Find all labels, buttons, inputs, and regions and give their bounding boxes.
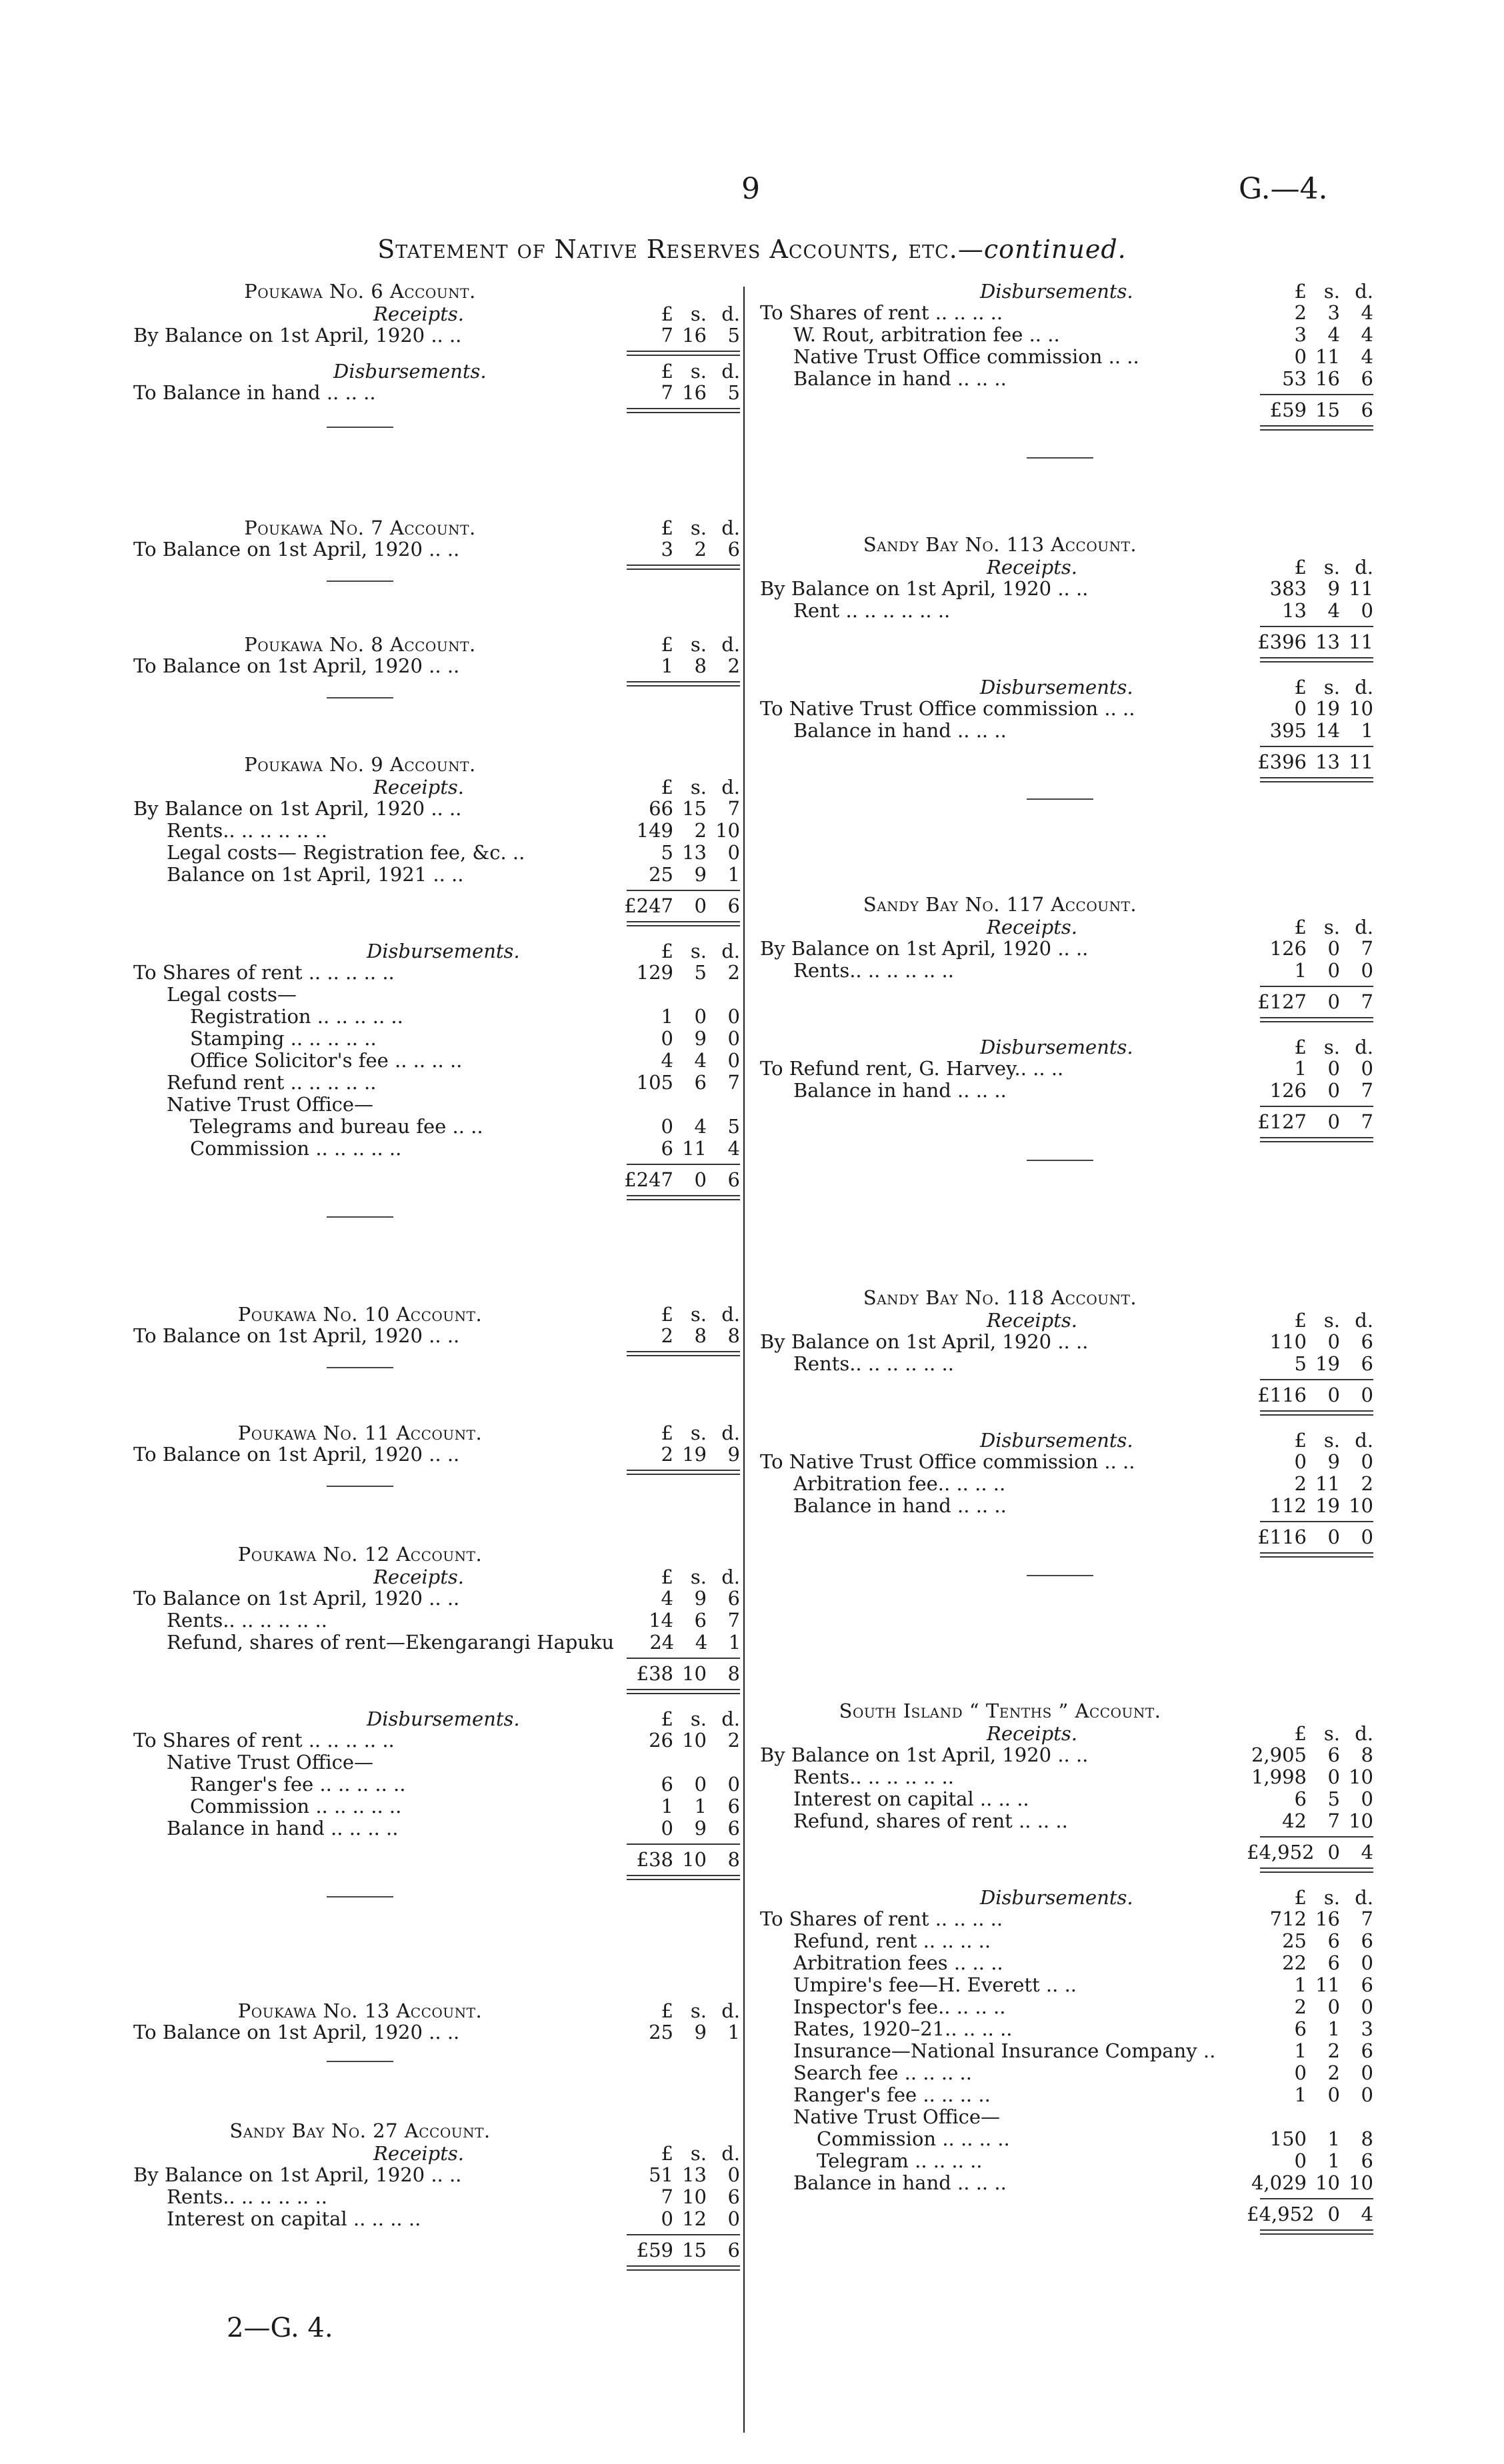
account-title: Sandy Bay No. 113 Account. (863, 533, 1137, 556)
column-divider (743, 287, 745, 2433)
account-title: Poukawa No. 13 Account. (237, 1999, 483, 2022)
receipts-heading: Receipts. (373, 1566, 464, 1588)
account-poukawa-6-continued: Disbursements. £ s. d. To Shares of rent .. .. .. .. 2 3 4 W. Rout, arbitration fee .. .. 3 4 4 Native Trust Office commission .. .. 0 11 4 Balance in hand .. .. .. 53 16 6 £59 15 6 (760, 280, 1373, 459)
separator (327, 1216, 393, 1218)
disbursements-heading: Disbursements. (980, 1429, 1133, 1452)
ledger-row: To Balance on 1st April, 1920 .. .. 1 8 2 (133, 654, 740, 677)
account-sandy-bay-113: Sandy Bay No. 113 Account. Receipts. £ s. d. By Balance on 1st April, 1920 .. .. 383 9 11 Rent .. .. .. .. .. .. 13 4 0 £396 13 11 Disbursements. £ s. d. To Native Trust Office commission .. .. 0 19 10 Balance in hand .. .. .. 395 14 1 £396 13 11 (760, 533, 1373, 800)
account-title: Sandy Bay No. 118 Account. (863, 1286, 1137, 1309)
separator (1027, 798, 1093, 800)
total-row: £247 0 6 (624, 1168, 740, 1191)
page-number: 9 (741, 172, 760, 206)
account-poukawa-8: Poukawa No. 8 Account. £ s. d. To Balance on 1st April, 1920 .. .. 1 8 2 (133, 633, 740, 698)
account-title: Poukawa No. 6 Account. (244, 280, 476, 303)
account-title: South Island “ Tenths ” Account. (839, 1700, 1161, 1722)
separator (1027, 1575, 1093, 1576)
account-poukawa-10: Poukawa No. 10 Account. £ s. d. To Balance on 1st April, 1920 .. .. 2 8 8 (133, 1303, 740, 1368)
disbursements-heading: Disbursements. (980, 676, 1133, 698)
receipts-heading: Receipts. (373, 303, 464, 325)
total-row: £247 0 6 (624, 894, 740, 917)
receipts-heading: Receipts. (987, 1309, 1077, 1332)
separator (327, 697, 393, 698)
ledger-row: To Balance on 1st April, 1920 .. .. 3 2 6 (133, 538, 740, 561)
account-poukawa-13: Poukawa No. 13 Account. £ s. d. To Balance on 1st April, 1920 .. .. 25 9 1 (133, 1999, 740, 2062)
account-south-island-tenths: South Island “ Tenths ” Account. Receipts. £ s. d. By Balance on 1st April, 1920 .. .. 2,905 6 8 Rents.. .. .. .. .. .. 1,998 0 10 Interest on capital .. .. .. 6 5 0 Refund, shares of rent .. .. .. 42 7 10 £4,952 0 4 Disbursements. £ s. d. To Shares of rent .. .. .. .. 712 16 7 Refund, rent .. .. .. .. 25 6 6 Arbitration fees .. .. .. 22 6 0 Umpire's fee—H. Everett .. .. 1 11 6 Inspector's fee.. .. .. .. 2 0 0 Rates, 1920–21.. .. .. .. 6 1 3 Insurance—National Insurance Company .. 1 2 6 Search fee .. .. .. .. 0 2 0 Ranger's fee .. .. .. .. 1 0 0 Native Trust Office— Commission .. .. .. .. 150 1 8 Telegram .. .. .. .. 0 1 6 Balance in hand .. .. .. 4,029 10 10 £4,952 0 4 (760, 1700, 1373, 2239)
footer-signature: 2—G. 4. (227, 2313, 333, 2343)
disbursements-heading: Disbursements. (980, 1886, 1133, 1909)
account-poukawa-7: Poukawa No. 7 Account. £ s. d. To Balance on 1st April, 1920 .. .. 3 2 6 (133, 517, 740, 582)
separator (1027, 457, 1093, 459)
account-poukawa-9: Poukawa No. 9 Account. Receipts. £ s. d. By Balance on 1st April, 1920 .. .. 66 15 7 Rents.. .. .. .. .. .. 149 2 10 Legal costs— Registration fee, &c. .. 5 13 0 Balance on 1st April, 1921 .. .. 25 9 1 £247 0 6 Disbursements. £ s. d. To Shares of rent .. .. .. .. .. 129 5 2 Legal costs— Registration .. .. .. .. .. 1 0 0 Stamping .. .. .. .. .. 0 9 0 Office Solicitor's fee .. .. .. .. 4 4 0 Refund rent .. .. .. .. .. 105 6 7 Native Trust Office— Telegrams and bureau fee .. .. 0 4 5 Commission .. .. .. .. .. 6 11 4 £247 0 6 (133, 753, 740, 1218)
account-title: Sandy Bay No. 117 Account. (863, 893, 1137, 916)
disbursements-heading: Disbursements. (367, 940, 520, 962)
account-poukawa-12: Poukawa No. 12 Account. Receipts. £ s. d. To Balance on 1st April, 1920 .. .. 4 9 6 Rents.. .. .. .. .. .. 14 6 7 Refund, shares of rent—Ekengarangi Hapuku 24 4 1 £38 10 8 Disbursements. £ s. d. To Shares of rent .. .. .. .. .. 26 10 2 Native Trust Office— Ranger's fee .. .. .. .. .. 6 0 0 Commission .. .. .. .. .. 1 1 6 Balance in hand .. .. .. .. 0 9 6 £38 10 8 (133, 1543, 740, 1897)
document-reference: G.—4. (1239, 172, 1328, 206)
account-title: Poukawa No. 11 Account. (237, 1422, 483, 1444)
separator (327, 1486, 393, 1487)
receipts-heading: Receipts. (373, 2142, 464, 2165)
separator (327, 1896, 393, 1897)
disbursements-heading: Disbursements. (367, 1708, 520, 1730)
total-rule (627, 565, 740, 570)
disbursements-heading: Disbursements. (980, 1036, 1133, 1058)
account-title: Poukawa No. 7 Account. (244, 517, 476, 539)
account-title: Poukawa No. 10 Account. (237, 1303, 483, 1326)
separator (327, 581, 393, 582)
account-title: Poukawa No. 9 Account. (244, 753, 476, 776)
separator (327, 427, 393, 428)
total-rule (627, 351, 740, 356)
ledger-row: By Balance on 1st April, 1920 .. .. 7 16 5 (133, 324, 740, 347)
disbursements-heading: Disbursements. (333, 360, 487, 383)
account-sandy-bay-118: Sandy Bay No. 118 Account. Receipts. £ s. d. By Balance on 1st April, 1920 .. .. 110 0 6 Rents.. .. .. .. .. .. 5 19 6 £116 0 0 Disbursements. £ s. d. To Native Trust Office commission .. .. 0 9 0 Arbitration fee.. .. .. .. 2 11 2 Balance in hand .. .. .. 112 19 10 £116 0 0 (760, 1286, 1373, 1576)
separator (1027, 1160, 1093, 1161)
total-rule (627, 681, 740, 686)
ledger-row: To Balance in hand .. .. .. 7 16 5 (133, 381, 740, 404)
account-title: Sandy Bay No. 27 Account. (229, 2119, 491, 2142)
receipts-heading: Receipts. (373, 776, 464, 798)
separator (327, 2061, 393, 2062)
account-sandy-bay-117: Sandy Bay No. 117 Account. Receipts. £ s. d. By Balance on 1st April, 1920 .. .. 126 0 7 Rents.. .. .. .. .. .. 1 0 0 £127 0 7 Disbursements. £ s. d. To Refund rent, G. Harvey.. .. .. 1 0 0 Balance in hand .. .. .. 126 0 7 £127 0 7 (760, 893, 1373, 1161)
receipts-heading: Receipts. (987, 1722, 1077, 1745)
page-title: Statement of Native Reserves Accounts, etc.—continued. (377, 235, 1127, 264)
account-sandy-bay-27: Sandy Bay No. 27 Account. Receipts. £ s. d. By Balance on 1st April, 1920 .. .. 51 13 0 Rents.. .. .. .. .. .. 7 10 6 Interest on capital .. .. .. .. 0 12 0 £59 15 6 (133, 2119, 740, 2275)
total-rule (627, 408, 740, 413)
receipts-heading: Receipts. (987, 556, 1077, 579)
receipts-heading: Receipts. (987, 916, 1077, 938)
account-title: Poukawa No. 8 Account. (244, 633, 476, 656)
disbursements-heading: Disbursements. (980, 280, 1133, 303)
separator (327, 1367, 393, 1368)
account-poukawa-6: Poukawa No. 6 Account. Receipts. £ s. d. By Balance on 1st April, 1920 .. .. 7 16 5 Disbursements. £ s. d. To Balance in hand .. .. .. 7 16 5 (133, 280, 740, 428)
account-poukawa-11: Poukawa No. 11 Account. £ s. d. To Balance on 1st April, 1920 .. .. 2 19 9 (133, 1422, 740, 1487)
account-title: Poukawa No. 12 Account. (237, 1543, 483, 1566)
